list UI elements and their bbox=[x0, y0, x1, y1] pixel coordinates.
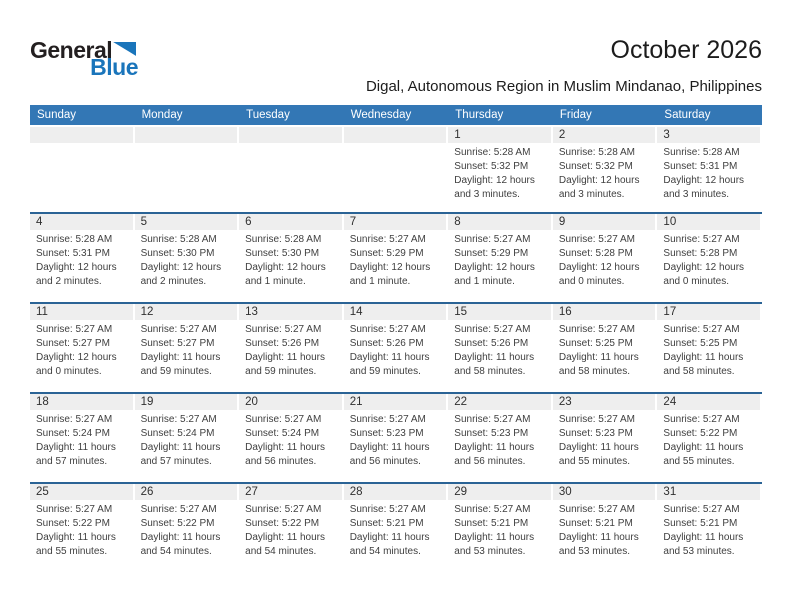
week-row bbox=[30, 127, 762, 212]
sunset-text: Sunset: 5:23 PM bbox=[454, 428, 529, 439]
day-details bbox=[30, 410, 135, 469]
day-number: 10 bbox=[657, 214, 760, 230]
week-row bbox=[30, 392, 762, 482]
sunset-text: Sunset: 5:31 PM bbox=[36, 248, 110, 259]
sunset-text: Sunset: 5:23 PM bbox=[558, 428, 633, 439]
day-details bbox=[344, 500, 449, 559]
sunset-text: Sunset: 5:25 PM bbox=[558, 338, 633, 349]
day-details bbox=[657, 143, 762, 202]
day-details bbox=[657, 320, 762, 379]
weekday-friday: Friday bbox=[559, 109, 592, 121]
calendar-day-cell bbox=[30, 394, 135, 482]
day-details bbox=[553, 230, 658, 289]
weekday-tuesday: Tuesday bbox=[246, 109, 290, 121]
daylight-text: Daylight: 12 hours and 0 minutes. bbox=[36, 352, 117, 377]
day-number bbox=[135, 127, 238, 143]
day-number: 3 bbox=[657, 127, 760, 143]
daylight-text: Daylight: 11 hours and 59 minutes. bbox=[245, 352, 325, 377]
calendar-day-cell bbox=[135, 484, 240, 572]
calendar-day-cell bbox=[553, 127, 658, 212]
sunset-text: Sunset: 5:28 PM bbox=[663, 248, 738, 259]
sunrise-text: Sunrise: 5:28 AM bbox=[558, 147, 635, 158]
day-number: 26 bbox=[135, 484, 238, 500]
sunset-text: Sunset: 5:24 PM bbox=[140, 428, 215, 439]
sunset-text: Sunset: 5:27 PM bbox=[36, 338, 110, 349]
calendar-day-cell bbox=[135, 394, 240, 482]
day-number: 12 bbox=[135, 304, 238, 320]
sunrise-text: Sunrise: 5:27 AM bbox=[663, 234, 740, 245]
day-details bbox=[135, 320, 240, 379]
day-details bbox=[657, 500, 762, 559]
day-number: 24 bbox=[657, 394, 760, 410]
sunrise-text: Sunrise: 5:27 AM bbox=[349, 504, 426, 515]
day-details bbox=[448, 410, 553, 469]
sunset-text: Sunset: 5:29 PM bbox=[349, 248, 424, 259]
sunrise-text: Sunrise: 5:27 AM bbox=[349, 414, 426, 425]
daylight-text: Daylight: 11 hours and 55 minutes. bbox=[663, 442, 744, 467]
weekday-monday: Monday bbox=[141, 109, 183, 121]
day-details bbox=[239, 320, 344, 379]
weekday-header-row bbox=[30, 105, 762, 125]
weekday-thursday: Thursday bbox=[455, 109, 504, 121]
daylight-text: Daylight: 11 hours and 58 minutes. bbox=[663, 352, 744, 377]
day-number: 5 bbox=[135, 214, 238, 230]
day-details bbox=[344, 230, 449, 289]
day-number: 27 bbox=[239, 484, 342, 500]
week-row bbox=[30, 212, 762, 302]
sunset-text: Sunset: 5:21 PM bbox=[454, 518, 529, 529]
sunset-text: Sunset: 5:21 PM bbox=[558, 518, 633, 529]
sunrise-text: Sunrise: 5:27 AM bbox=[245, 324, 322, 335]
sunrise-text: Sunrise: 5:27 AM bbox=[558, 234, 635, 245]
calendar-day-cell bbox=[657, 394, 762, 482]
day-details bbox=[239, 410, 344, 469]
daylight-text: Daylight: 11 hours and 55 minutes. bbox=[36, 532, 116, 557]
calendar-day-cell bbox=[239, 304, 344, 392]
sunrise-text: Sunrise: 5:27 AM bbox=[245, 504, 322, 515]
calendar-day-cell bbox=[344, 127, 449, 212]
daylight-text: Daylight: 11 hours and 57 minutes. bbox=[140, 442, 221, 467]
sunrise-text: Sunrise: 5:28 AM bbox=[140, 234, 217, 245]
sunrise-text: Sunrise: 5:28 AM bbox=[663, 147, 740, 158]
sunset-text: Sunset: 5:30 PM bbox=[140, 248, 215, 259]
daylight-text: Daylight: 11 hours and 59 minutes. bbox=[349, 352, 430, 377]
day-number bbox=[239, 127, 342, 143]
sunset-text: Sunset: 5:28 PM bbox=[558, 248, 633, 259]
sunset-text: Sunset: 5:32 PM bbox=[454, 161, 529, 172]
sunrise-text: Sunrise: 5:27 AM bbox=[454, 234, 531, 245]
sunset-text: Sunset: 5:24 PM bbox=[36, 428, 110, 439]
calendar-day-cell bbox=[553, 304, 658, 392]
calendar-day-cell bbox=[30, 484, 135, 572]
day-number: 25 bbox=[30, 484, 133, 500]
daylight-text: Daylight: 11 hours and 53 minutes. bbox=[558, 532, 639, 557]
day-number: 7 bbox=[344, 214, 447, 230]
sunrise-text: Sunrise: 5:27 AM bbox=[140, 504, 217, 515]
day-number: 18 bbox=[30, 394, 133, 410]
calendar-day-cell bbox=[657, 127, 762, 212]
daylight-text: Daylight: 11 hours and 58 minutes. bbox=[454, 352, 535, 377]
day-details bbox=[657, 230, 762, 289]
general-blue-logo bbox=[30, 37, 150, 80]
sunset-text: Sunset: 5:27 PM bbox=[140, 338, 215, 349]
day-details bbox=[135, 500, 240, 559]
sunrise-text: Sunrise: 5:27 AM bbox=[349, 234, 426, 245]
calendar-day-cell bbox=[553, 394, 658, 482]
sunrise-text: Sunrise: 5:27 AM bbox=[454, 504, 531, 515]
day-number: 28 bbox=[344, 484, 447, 500]
sunrise-text: Sunrise: 5:27 AM bbox=[36, 324, 113, 335]
daylight-text: Daylight: 12 hours and 3 minutes. bbox=[558, 175, 640, 200]
sunset-text: Sunset: 5:32 PM bbox=[558, 161, 633, 172]
month-title: October 2026 bbox=[610, 36, 762, 64]
sunrise-text: Sunrise: 5:27 AM bbox=[36, 504, 113, 515]
calendar-day-cell bbox=[344, 394, 449, 482]
day-number: 14 bbox=[344, 304, 447, 320]
calendar-day-cell bbox=[30, 304, 135, 392]
sunrise-text: Sunrise: 5:28 AM bbox=[454, 147, 531, 158]
daylight-text: Daylight: 11 hours and 53 minutes. bbox=[454, 532, 535, 557]
sunset-text: Sunset: 5:29 PM bbox=[454, 248, 529, 259]
daylight-text: Daylight: 11 hours and 56 minutes. bbox=[454, 442, 535, 467]
day-details bbox=[239, 230, 344, 289]
sunrise-text: Sunrise: 5:27 AM bbox=[558, 324, 635, 335]
sunrise-text: Sunrise: 5:27 AM bbox=[140, 414, 217, 425]
calendar-day-cell bbox=[448, 394, 553, 482]
daylight-text: Daylight: 11 hours and 58 minutes. bbox=[558, 352, 639, 377]
sunset-text: Sunset: 5:26 PM bbox=[349, 338, 424, 349]
logo-text-general: General bbox=[30, 37, 113, 63]
day-number: 11 bbox=[30, 304, 133, 320]
day-details bbox=[239, 143, 344, 146]
calendar-day-cell bbox=[448, 484, 553, 572]
calendar-day-cell bbox=[553, 214, 658, 302]
calendar-day-cell bbox=[448, 214, 553, 302]
daylight-text: Daylight: 12 hours and 0 minutes. bbox=[558, 262, 640, 287]
day-number: 4 bbox=[30, 214, 133, 230]
day-details bbox=[344, 320, 449, 379]
daylight-text: Daylight: 11 hours and 53 minutes. bbox=[663, 532, 744, 557]
sunrise-text: Sunrise: 5:28 AM bbox=[36, 234, 113, 245]
sunrise-text: Sunrise: 5:27 AM bbox=[454, 324, 531, 335]
sunrise-text: Sunrise: 5:27 AM bbox=[558, 504, 635, 515]
daylight-text: Daylight: 11 hours and 56 minutes. bbox=[349, 442, 430, 467]
calendar-day-cell bbox=[135, 304, 240, 392]
daylight-text: Daylight: 12 hours and 3 minutes. bbox=[454, 175, 535, 200]
day-details bbox=[448, 143, 553, 202]
sunset-text: Sunset: 5:22 PM bbox=[140, 518, 215, 529]
day-details bbox=[448, 320, 553, 379]
day-number bbox=[344, 127, 447, 143]
calendar-day-cell bbox=[448, 127, 553, 212]
sunrise-text: Sunrise: 5:27 AM bbox=[140, 324, 217, 335]
day-number: 31 bbox=[657, 484, 760, 500]
day-details bbox=[344, 143, 449, 146]
sunset-text: Sunset: 5:21 PM bbox=[663, 518, 738, 529]
day-details bbox=[448, 230, 553, 289]
calendar-day-cell bbox=[344, 304, 449, 392]
daylight-text: Daylight: 11 hours and 54 minutes. bbox=[245, 532, 325, 557]
sunset-text: Sunset: 5:22 PM bbox=[245, 518, 320, 529]
day-details bbox=[553, 410, 658, 469]
sunset-text: Sunset: 5:30 PM bbox=[245, 248, 320, 259]
calendar-day-cell bbox=[448, 304, 553, 392]
day-number: 9 bbox=[553, 214, 656, 230]
sunset-text: Sunset: 5:23 PM bbox=[349, 428, 424, 439]
calendar-day-cell bbox=[239, 214, 344, 302]
daylight-text: Daylight: 11 hours and 54 minutes. bbox=[349, 532, 430, 557]
day-number: 1 bbox=[448, 127, 551, 143]
sunset-text: Sunset: 5:26 PM bbox=[454, 338, 529, 349]
day-number: 17 bbox=[657, 304, 760, 320]
sunset-text: Sunset: 5:22 PM bbox=[36, 518, 110, 529]
calendar-day-cell bbox=[135, 214, 240, 302]
calendar-day-cell bbox=[344, 484, 449, 572]
day-details bbox=[30, 230, 135, 289]
day-details bbox=[30, 500, 135, 559]
calendar-day-cell bbox=[344, 214, 449, 302]
daylight-text: Daylight: 12 hours and 1 minute. bbox=[245, 262, 326, 287]
calendar-day-cell bbox=[657, 214, 762, 302]
calendar-day-cell bbox=[239, 127, 344, 212]
day-number bbox=[30, 127, 133, 143]
day-details bbox=[448, 500, 553, 559]
weekday-saturday: Saturday bbox=[664, 109, 711, 121]
week-row bbox=[30, 482, 762, 572]
daylight-text: Daylight: 11 hours and 55 minutes. bbox=[558, 442, 639, 467]
weekday-sunday: Sunday bbox=[37, 109, 77, 121]
daylight-text: Daylight: 11 hours and 59 minutes. bbox=[140, 352, 221, 377]
daylight-text: Daylight: 12 hours and 2 minutes. bbox=[140, 262, 222, 287]
daylight-text: Daylight: 12 hours and 1 minute. bbox=[349, 262, 431, 287]
sunset-text: Sunset: 5:21 PM bbox=[349, 518, 424, 529]
calendar-day-cell bbox=[30, 127, 135, 212]
day-details bbox=[135, 230, 240, 289]
calendar-day-cell bbox=[239, 394, 344, 482]
daylight-text: Daylight: 11 hours and 56 minutes. bbox=[245, 442, 325, 467]
day-details bbox=[553, 320, 658, 379]
day-number: 20 bbox=[239, 394, 342, 410]
calendar-day-cell bbox=[553, 484, 658, 572]
day-number: 19 bbox=[135, 394, 238, 410]
week-row bbox=[30, 302, 762, 392]
day-details bbox=[239, 500, 344, 559]
daylight-text: Daylight: 12 hours and 1 minute. bbox=[454, 262, 535, 287]
sunrise-text: Sunrise: 5:27 AM bbox=[36, 414, 113, 425]
day-details bbox=[553, 143, 658, 202]
daylight-text: Daylight: 12 hours and 2 minutes. bbox=[36, 262, 117, 287]
sunrise-text: Sunrise: 5:27 AM bbox=[663, 324, 740, 335]
day-details bbox=[657, 410, 762, 469]
sunset-text: Sunset: 5:22 PM bbox=[663, 428, 738, 439]
day-number: 30 bbox=[553, 484, 656, 500]
sunset-text: Sunset: 5:31 PM bbox=[663, 161, 738, 172]
calendar-day-cell bbox=[657, 304, 762, 392]
location-subtitle: Digal, Autonomous Region in Muslim Mindanao, Philippines bbox=[365, 78, 762, 95]
day-details bbox=[30, 143, 135, 146]
sunrise-text: Sunrise: 5:27 AM bbox=[349, 324, 426, 335]
day-number: 16 bbox=[553, 304, 656, 320]
day-details bbox=[344, 410, 449, 469]
day-details bbox=[30, 320, 135, 379]
sunrise-text: Sunrise: 5:27 AM bbox=[245, 414, 322, 425]
logo-text-blue: Blue bbox=[90, 54, 138, 80]
day-details bbox=[553, 500, 658, 559]
day-number: 6 bbox=[239, 214, 342, 230]
calendar-day-cell bbox=[239, 484, 344, 572]
day-details bbox=[135, 143, 240, 146]
daylight-text: Daylight: 11 hours and 57 minutes. bbox=[36, 442, 116, 467]
calendar-grid bbox=[30, 127, 762, 572]
daylight-text: Daylight: 12 hours and 0 minutes. bbox=[663, 262, 745, 287]
sunrise-text: Sunrise: 5:27 AM bbox=[454, 414, 531, 425]
day-number: 2 bbox=[553, 127, 656, 143]
calendar-day-cell bbox=[657, 484, 762, 572]
sunrise-text: Sunrise: 5:27 AM bbox=[663, 504, 740, 515]
daylight-text: Daylight: 11 hours and 54 minutes. bbox=[140, 532, 221, 557]
daylight-text: Daylight: 12 hours and 3 minutes. bbox=[663, 175, 745, 200]
calendar-day-cell bbox=[30, 214, 135, 302]
sunset-text: Sunset: 5:25 PM bbox=[663, 338, 738, 349]
day-details bbox=[135, 410, 240, 469]
day-number: 22 bbox=[448, 394, 551, 410]
day-number: 21 bbox=[344, 394, 447, 410]
sunset-text: Sunset: 5:26 PM bbox=[245, 338, 320, 349]
sunrise-text: Sunrise: 5:27 AM bbox=[663, 414, 740, 425]
day-number: 23 bbox=[553, 394, 656, 410]
sunrise-text: Sunrise: 5:27 AM bbox=[558, 414, 635, 425]
calendar-table bbox=[30, 105, 762, 572]
day-number: 13 bbox=[239, 304, 342, 320]
weekday-wednesday: Wednesday bbox=[350, 109, 412, 121]
day-number: 8 bbox=[448, 214, 551, 230]
day-number: 29 bbox=[448, 484, 551, 500]
sunset-text: Sunset: 5:24 PM bbox=[245, 428, 320, 439]
sunrise-text: Sunrise: 5:28 AM bbox=[245, 234, 322, 245]
day-number: 15 bbox=[448, 304, 551, 320]
calendar-day-cell bbox=[135, 127, 240, 212]
